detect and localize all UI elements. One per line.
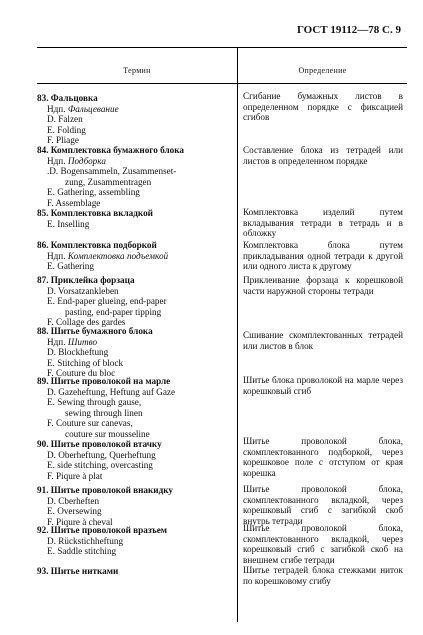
term-title: 84. Комплектовка бумажного блока bbox=[37, 145, 184, 155]
column-divider bbox=[237, 47, 238, 622]
term-definition: Шитье проволокой блока, скомплектованного вкладкой, через корешковый сгиб с загибкой скоб на внешнем сгибе тетради bbox=[243, 523, 403, 565]
term-title: 87. Приклейка форзаца bbox=[37, 275, 135, 285]
term-variant-line: E. Saddle stitching bbox=[47, 546, 117, 557]
term-variant-line: Ндп. Комплектовка подъемкой bbox=[47, 250, 169, 261]
term-variant-line: E. Gathering bbox=[47, 261, 94, 272]
term-variant-line: .D. Bogensammeln, Zusammenset- bbox=[47, 166, 177, 177]
column-header-term: Термин bbox=[123, 66, 151, 75]
term-variant-line: pasting, end-paper tipping bbox=[65, 306, 162, 317]
term-title: 85. Комплектовка вкладкой bbox=[37, 208, 153, 218]
term-title: 83. Фальцовка bbox=[37, 93, 98, 103]
term-entry bbox=[37, 566, 235, 577]
term-variant-line: D. Gazeheftung, Heftung auf Gaze bbox=[47, 386, 176, 397]
term-variant-line: F. Piqure à plat bbox=[47, 470, 103, 481]
term-definition: Приклеивание форзаца к корешковой части наружной стороны тетради bbox=[243, 275, 403, 296]
term-variant-line: F. Pliage bbox=[47, 135, 79, 146]
term-entry bbox=[37, 525, 235, 557]
term-variant-line: E. Oversewing bbox=[47, 506, 102, 517]
term-variant-line: D. Blockheftung bbox=[47, 347, 109, 358]
term-variant-line: F. Assemblage bbox=[47, 197, 101, 208]
term-entry bbox=[37, 326, 235, 379]
term-variant-line: Ндп. Шитво bbox=[47, 336, 98, 347]
term-variant-line: E. Inselling bbox=[47, 218, 90, 229]
term-variant-line: F. Collage des gardes bbox=[47, 317, 126, 328]
term-variant-line: E. side stitching, overcasting bbox=[47, 460, 153, 471]
term-title: 93. Шитье нитками bbox=[37, 566, 119, 576]
term-entry bbox=[37, 439, 235, 481]
term-definition: Сгибание бумажных листов в определенном порядке с фиксацией сгибов bbox=[243, 91, 403, 123]
term-title: 88. Шитье бумажного блока bbox=[37, 326, 153, 336]
term-variant-line: zung, Zusammentragen bbox=[65, 176, 152, 187]
term-entry bbox=[37, 93, 235, 146]
term-definition: Сшивание скомплектованных тетрадей или листов в блок bbox=[243, 330, 403, 351]
term-variant-line: F. Couture du bloc bbox=[47, 368, 116, 379]
term-entry bbox=[37, 208, 235, 229]
term-variant-line: D. Oberheftung, Querheftung bbox=[47, 449, 156, 460]
term-variant-line: D. Falzen bbox=[47, 114, 83, 125]
term-variant-line: F. Piqure à cheval bbox=[47, 516, 113, 527]
table-header-rule bbox=[37, 83, 407, 84]
term-entry bbox=[37, 145, 235, 209]
column-header-definition: Определение bbox=[298, 66, 347, 75]
term-variant-line: E. Gathering, assembling bbox=[47, 187, 140, 198]
term-variant-line: Ндп. Фальцевание bbox=[47, 103, 119, 114]
term-entry bbox=[37, 376, 235, 440]
term-title: 89. Шитье проволокой на марле bbox=[37, 376, 171, 386]
page-header: ГОСТ 19112—78 С. 9 bbox=[296, 24, 401, 36]
term-variant-line: E. End-paper glueing, end-paper bbox=[47, 296, 167, 307]
term-definition: Комплектовка блока путем прикладывания одной тетради к другой или одного листа к другому bbox=[243, 240, 403, 272]
term-title: 91. Шитье проволокой внакидку bbox=[37, 485, 173, 495]
term-variant-line: E. Folding bbox=[47, 124, 86, 135]
term-definition: Шитье тетрадей блока стежками ниток по корешковому сгибу bbox=[243, 565, 403, 586]
term-definition: Комплектовка изделий путем вкладывания тетради в тетрадь и в обложку bbox=[243, 207, 403, 239]
term-definition: Шитье проволокой блока, скомплектованного подборкой, через корешковое поле с отступом от края корешка bbox=[243, 436, 403, 478]
term-title: 86. Комплектовка подборкой bbox=[37, 240, 157, 250]
term-variant-line: D. Vorsatzankleben bbox=[47, 285, 119, 296]
term-entry bbox=[37, 240, 235, 272]
term-variant-line: D. Cberheften bbox=[47, 495, 100, 506]
term-variant-line: couture sur mousseline bbox=[65, 428, 150, 439]
term-variant-line: sewing through linen bbox=[65, 407, 143, 418]
table-top-rule bbox=[37, 47, 407, 48]
term-variant-line: F. Couture sur canevas, bbox=[47, 418, 133, 429]
term-variant-line: E. Sewing through gause, bbox=[47, 397, 142, 408]
term-variant-line: E. Stitching of block bbox=[47, 357, 124, 368]
term-variant-line: D. Rückstichheftung bbox=[47, 535, 124, 546]
term-title: 92. Шитье проволокой вразъем bbox=[37, 525, 168, 535]
term-entry bbox=[37, 275, 235, 328]
term-definition: Составление блока из тетрадей или листов в определенном порядке bbox=[243, 145, 403, 166]
term-definition: Шитье проволокой блока, скомплектованного вкладкой, через корешковый сгиб с загибкой скоб внутрь тетради bbox=[243, 484, 403, 526]
term-entry bbox=[37, 485, 235, 527]
term-variant-line: Ндп. Подборка bbox=[47, 155, 106, 166]
term-title: 90. Шитье проволокой втачку bbox=[37, 439, 162, 449]
term-definition: Шитье блока проволокой на марле через корешковый сгиб bbox=[243, 375, 403, 396]
